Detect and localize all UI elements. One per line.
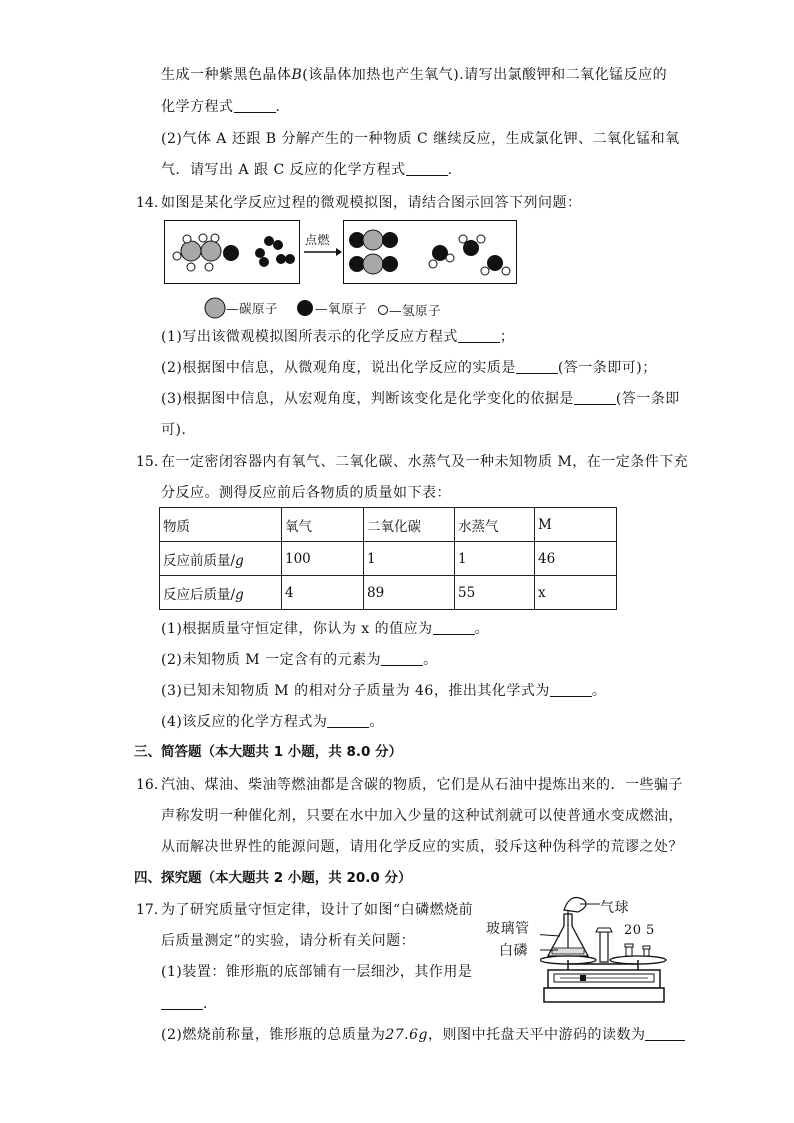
answer-blank[interactable] (327, 713, 369, 728)
table-row-label: 反应前质量/g (160, 542, 282, 576)
table-header-cell: 二氧化碳 (364, 508, 455, 542)
table-header-cell: 氧气 (282, 508, 364, 542)
oxygen-atom (273, 240, 283, 250)
oxygen-atom (255, 248, 265, 258)
q14-sub-2: (2)根据图中信息，从微观角度，说出化学反应的实质是 (答一条即可)； (161, 360, 657, 376)
carbon-legend-icon (204, 297, 226, 319)
table-cell: 89 (364, 576, 455, 610)
table-cell: 1 (455, 542, 535, 576)
oxygen-legend-icon (296, 299, 314, 317)
oxygen-atom (487, 255, 503, 271)
hydrogen-atom (187, 263, 195, 271)
q13-line-1: 生成一种紫黑色晶体B(该晶体加热也产生氧气).请写出氯酸钾和二氧化锰反应的 (161, 67, 668, 83)
q15-number: 15. (136, 454, 159, 470)
q15-stem-2: 分反应。测得反应前后各物质的质量如下表： (161, 485, 451, 501)
q15-sub-4: (4)该反应的化学方程式为 。 (161, 714, 384, 730)
answer-blank[interactable] (645, 1026, 685, 1041)
q15-stem-1: 在一定密闭容器内有氧气、二氧化碳、水蒸气及一种未知物质 M，在一定条件下充 (161, 454, 689, 470)
q15-sub-2: (2)未知物质 M 一定含有的元素为 。 (161, 652, 438, 668)
q16-number: 16. (136, 777, 159, 793)
q13-line-4: 气．请写出 A 跟 C 反应的化学方程式 . (161, 162, 453, 178)
hydrogen-atom (183, 235, 191, 243)
q17-line-1: 为了研究质量守恒定律，设计了如图“白磷燃烧前 (161, 902, 474, 918)
label-glass-tube: 玻璃管 (486, 921, 530, 937)
table-header-cell: 水蒸气 (455, 508, 535, 542)
table-cell: 46 (535, 542, 617, 576)
oxygen-atom (276, 254, 286, 264)
answer-blank[interactable] (516, 359, 558, 374)
hydrogen-atom (173, 252, 181, 260)
section-heading-4: 四、探究题（本大题共 2 小题，共 20.0 分） (134, 870, 412, 886)
label-white-phosphorus: 白磷 (499, 943, 528, 959)
answer-blank[interactable] (406, 161, 448, 176)
q14-stem: 如图是某化学反应过程的微观模拟图，请结合图示回答下列问题： (161, 195, 582, 211)
q14-number: 14. (136, 195, 159, 211)
answer-blank[interactable] (574, 390, 616, 405)
hydrogen-atom (477, 235, 485, 243)
table-cell: x (535, 576, 617, 610)
table-cell: 55 (455, 576, 535, 610)
q17-number: 17. (136, 902, 159, 918)
hydrogen-legend-icon (377, 304, 389, 316)
hydrogen-atom (502, 267, 510, 275)
table-row-label: 反应后质量/g (160, 576, 282, 610)
q17-line-4: . (161, 994, 208, 1014)
table-header-cell: M (535, 508, 617, 542)
hydrogen-atom (211, 234, 219, 242)
table-cell: 4 (282, 576, 364, 610)
hydrogen-atom (459, 235, 467, 243)
q17-line-2: 后质量测定”的实验，请分析有关问题： (161, 933, 416, 949)
oxygen-atom (223, 245, 239, 261)
table-cell: 100 (282, 542, 364, 576)
legend-carbon: —碳原子 (226, 301, 279, 316)
answer-blank[interactable] (458, 328, 500, 343)
hydrogen-atom (199, 234, 207, 242)
q14-sub-1: (1)写出该微观模拟图所表示的化学反应方程式 ； (161, 329, 515, 345)
answer-blank[interactable] (433, 620, 475, 635)
legend-oxygen: —氧原子 (315, 301, 368, 316)
carbon-atom (201, 241, 221, 261)
answer-blank[interactable] (381, 651, 423, 666)
carbon-atom (181, 241, 201, 261)
q17-line-3: (1)装置：锥形瓶的底部铺有一层细沙，其作用是 (161, 964, 473, 980)
q16-line-3: 从而解决世界性的能源问题，请用化学反应的实质，驳斥这种伪科学的荒谬之处？ (161, 839, 683, 855)
table-cell: 1 (364, 542, 455, 576)
carbon-atom (363, 230, 383, 250)
table-header-cell: 物质 (160, 508, 282, 542)
q15-sub-3: (3)已知未知物质 M 的相对分子质量为 46，推出其化学式为 。 (161, 683, 607, 699)
ignite-label: 点燃 (305, 233, 331, 247)
q15-sub-1: (1)根据质量守恒定律，你认为 x 的值应为 。 (161, 621, 490, 637)
mass-table (159, 507, 617, 610)
oxygen-atom (259, 257, 269, 267)
weight-label-5: 5 (646, 923, 655, 938)
answer-blank[interactable] (161, 995, 203, 1010)
q13-line-2: 化学方程式 . (161, 99, 281, 115)
oxygen-atom (382, 232, 398, 248)
hydrogen-atom (429, 260, 437, 268)
oxygen-atom (382, 256, 398, 272)
weight-label-20: 20 (624, 923, 642, 938)
table-header-row (160, 508, 617, 542)
hydrogen-atom (205, 263, 213, 271)
table-row (160, 542, 617, 576)
products-box (343, 220, 517, 284)
oxygen-atom (285, 254, 295, 264)
reaction-arrow-icon (302, 246, 342, 258)
reactant-molecules (165, 221, 299, 283)
q13-line-3: (2)气体 A 还跟 B 分解产生的一种物质 C 继续反应，生成氯化钾、二氧化锰和氧 (161, 131, 680, 147)
answer-blank[interactable] (234, 98, 276, 113)
carbon-atom (363, 254, 383, 274)
hydrogen-atom (446, 254, 454, 262)
answer-blank[interactable] (550, 682, 592, 697)
section-heading-3: 三、简答题（本大题共 1 小题，共 8.0 分） (134, 744, 403, 760)
q16-line-2: 声称发明一种催化剂，只要在水中加入少量的这种试剂就可以使普通水变成燃油， (161, 808, 683, 824)
label-balloon: 气球 (600, 900, 629, 916)
q14-sub-3-cont: 可)． (161, 422, 196, 438)
q14-sub-3: (3)根据图中信息，从宏观角度，判断该变化是化学变化的依据是 (答一条即 (161, 391, 680, 407)
reactants-box (164, 220, 300, 284)
table-row (160, 576, 617, 610)
balance-icon (540, 890, 670, 1010)
hydrogen-atom (481, 267, 489, 275)
q17-line-5: (2)燃烧前称量，锥形瓶的总质量为27.6g，则图中托盘天平中游码的读数为 (161, 1025, 685, 1045)
oxygen-atom (264, 236, 274, 246)
q16-line-1: 汽油、煤油、柴油等燃油都是含碳的物质，它们是从石油中提炼出来的．一些骗子 (161, 777, 683, 793)
product-molecules (344, 221, 516, 283)
legend-hydrogen: —氢原子 (389, 303, 442, 318)
